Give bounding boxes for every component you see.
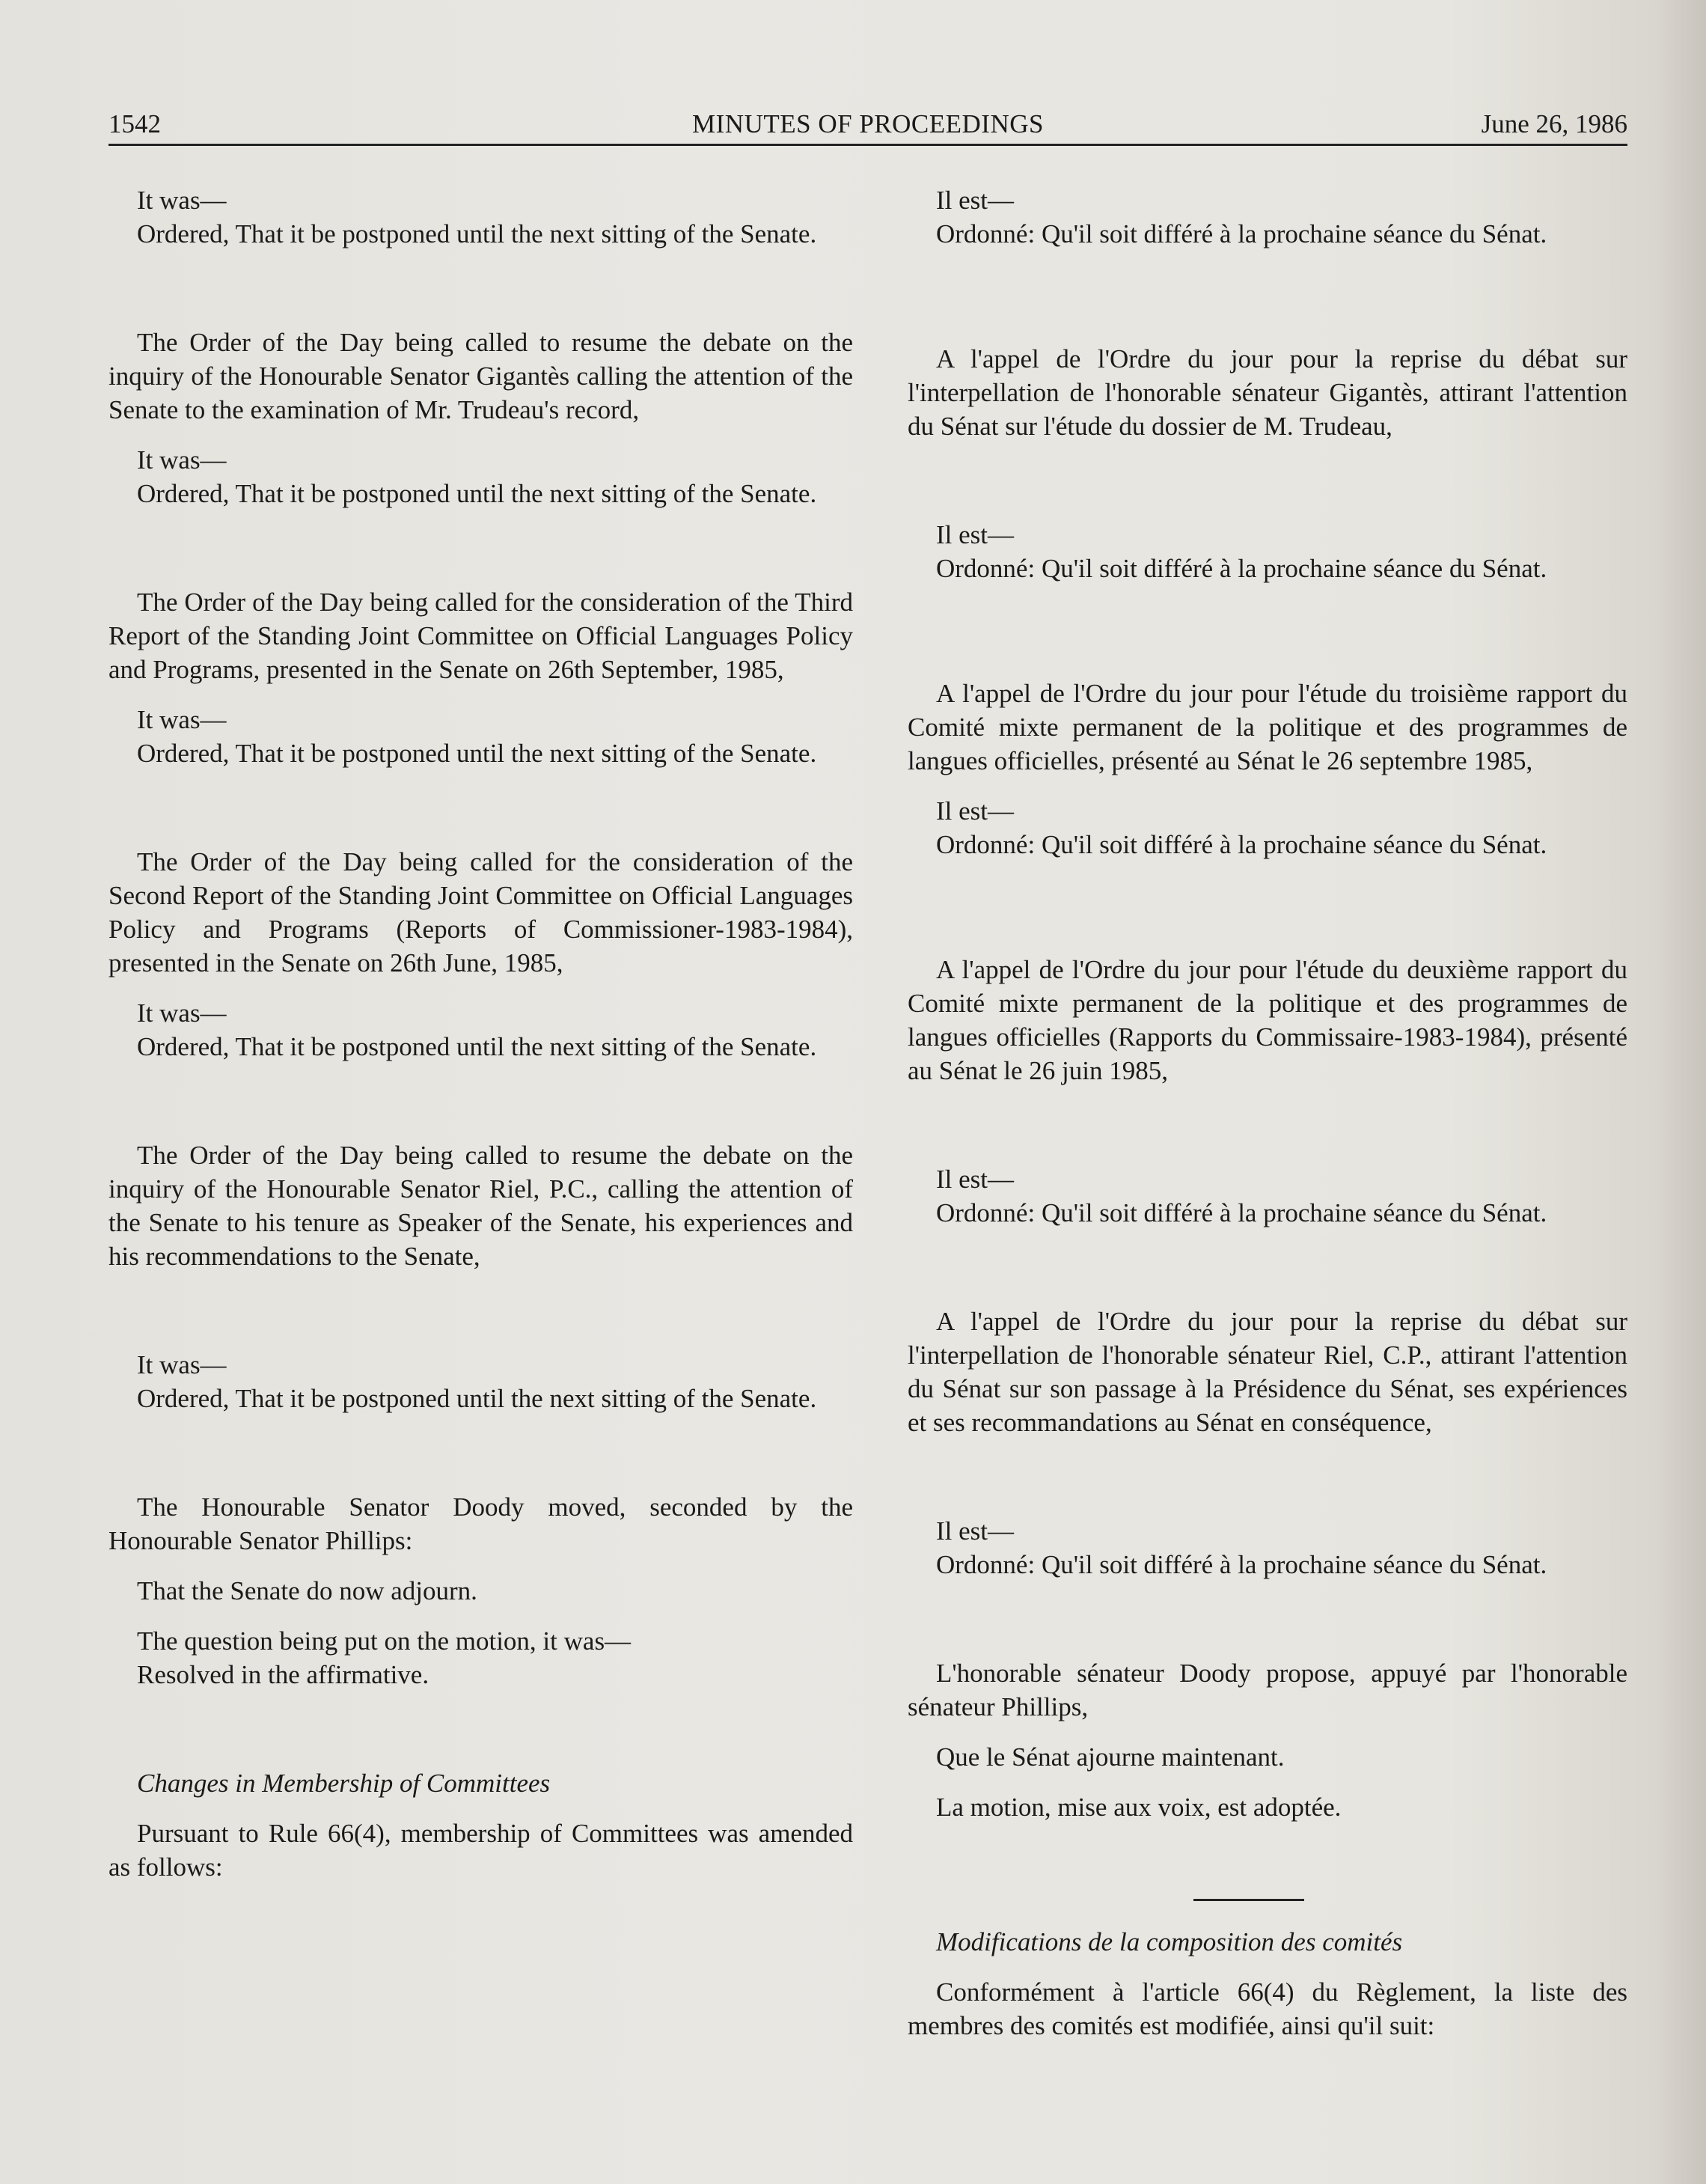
en-motion: The Honourable Senator Doody moved, seconded by the Honourable Senator Phillips:: [108, 1492, 853, 1555]
fr-adopted: La motion, mise aux voix, est adoptée.: [936, 1793, 1342, 1822]
en-order-of-day: The Order of the Day being called to resume the debate on the inquiry of the Honourable Senator Riel, P.C., calling the attention of the Senate to his tenure as Speaker of the Senate, his experiences and his recommendations to the Senate,: [108, 1141, 853, 1271]
en-adjourn: That the Senate do now adjourn.: [137, 1576, 477, 1605]
en-ordered: Ordered, That it be postponed until the next sitting of the Senate.: [137, 739, 817, 768]
fr-conformement: Conformément à l'article 66(4) du Règlement, la liste des membres des comités est modifiée, ainsi qu'il suit:: [908, 1977, 1627, 2040]
en-ordered: Ordered, That it be postponed until the next sitting of the Senate.: [137, 479, 817, 508]
fr-order-of-day: A l'appel de l'Ordre du jour pour l'étude du deuxième rapport du Comité mixte permanent de la politique et des programmes de langues officielles (Rapports du Commissaire-1983-1984), présenté au Sénat le 26 juin 1985,: [908, 955, 1627, 1085]
en-it-was: It was—: [137, 186, 227, 215]
page-date: June 26, 1986: [1481, 109, 1627, 138]
fr-il-est: Il est—: [936, 186, 1015, 215]
fr-il-est: Il est—: [936, 1165, 1015, 1194]
en-order-of-day: The Order of the Day being called to resume the debate on the inquiry of the Honourable Senator Gigantès calling the attention of the Senate to the examination of Mr. Trudeau's record,: [108, 328, 853, 424]
fr-ordonne: Ordonné: Qu'il soit différé à la prochaine séance du Sénat.: [936, 554, 1547, 583]
fr-ordonne: Ordonné: Qu'il soit différé à la prochaine séance du Sénat.: [936, 219, 1547, 248]
page-title: MINUTES OF PROCEEDINGS: [692, 109, 1044, 138]
en-pursuant: Pursuant to Rule 66(4), membership of Committees was amended as follows:: [108, 1819, 853, 1882]
fr-adjourn: Que le Sénat ajourne maintenant.: [936, 1742, 1285, 1772]
fr-order-of-day: A l'appel de l'Ordre du jour pour la reprise du débat sur l'interpellation de l'honorable sénateur Riel, C.P., attirant l'attention du Sénat sur son passage à la Présidence du Sénat, ses expériences et ses recommandations au Sénat en conséquence,: [908, 1307, 1627, 1437]
fr-order-of-day: A l'appel de l'Ordre du jour pour l'étude du troisième rapport du Comité mixte permanent de la politique et des programmes de langues officielles, présenté au Sénat le 26 septembre 1985,: [908, 679, 1627, 775]
en-order-of-day: The Order of the Day being called for the consideration of the Third Report of the Standing Joint Committee on Official Languages Policy and Programs, presented in the Senate on 26th September, 1985,: [108, 588, 853, 684]
en-it-was: It was—: [137, 998, 227, 1028]
fr-il-est: Il est—: [936, 1516, 1015, 1546]
en-it-was: It was—: [137, 705, 227, 734]
en-resolved: Resolved in the affirmative.: [137, 1660, 429, 1689]
fr-motion: L'honorable sénateur Doody propose, appuyé par l'honorable sénateur Phillips,: [908, 1659, 1627, 1721]
fr-ordonne: Ordonné: Qu'il soit différé à la prochaine séance du Sénat.: [936, 830, 1547, 859]
en-it-was: It was—: [137, 1350, 227, 1379]
en-it-was: It was—: [137, 445, 227, 475]
fr-il-est: Il est—: [936, 796, 1015, 826]
page-number: 1542: [108, 109, 161, 138]
en-section-heading: Changes in Membership of Committees: [137, 1769, 551, 1798]
en-ordered: Ordered, That it be postponed until the next sitting of the Senate.: [137, 1384, 817, 1413]
fr-ordonne: Ordonné: Qu'il soit différé à la prochaine séance du Sénat.: [936, 1550, 1547, 1579]
fr-section-heading: Modifications de la composition des comités: [936, 1927, 1403, 1956]
en-order-of-day: The Order of the Day being called for the consideration of the Second Report of the Standing Joint Committee on Official Languages Policy and Programs (Reports of Commissioner-1983-1984), presented in the Senate on 26th June, 1985,: [108, 847, 853, 977]
en-question: The question being put on the motion, it was—: [137, 1626, 632, 1656]
en-ordered: Ordered, That it be postponed until the next sitting of the Senate.: [137, 1032, 817, 1061]
en-ordered: Ordered, That it be postponed until the next sitting of the Senate.: [137, 219, 817, 248]
fr-ordonne: Ordonné: Qu'il soit différé à la prochaine séance du Sénat.: [936, 1198, 1547, 1227]
english-column: [108, 183, 853, 1884]
fr-il-est: Il est—: [936, 520, 1015, 549]
page-header: [108, 105, 1627, 146]
french-column: [908, 183, 1627, 2043]
fr-order-of-day: A l'appel de l'Ordre du jour pour la reprise du débat sur l'interpellation de l'honorable sénateur Gigantès, attirant l'attention du Sénat sur l'étude du dossier de M. Trudeau,: [908, 344, 1627, 441]
